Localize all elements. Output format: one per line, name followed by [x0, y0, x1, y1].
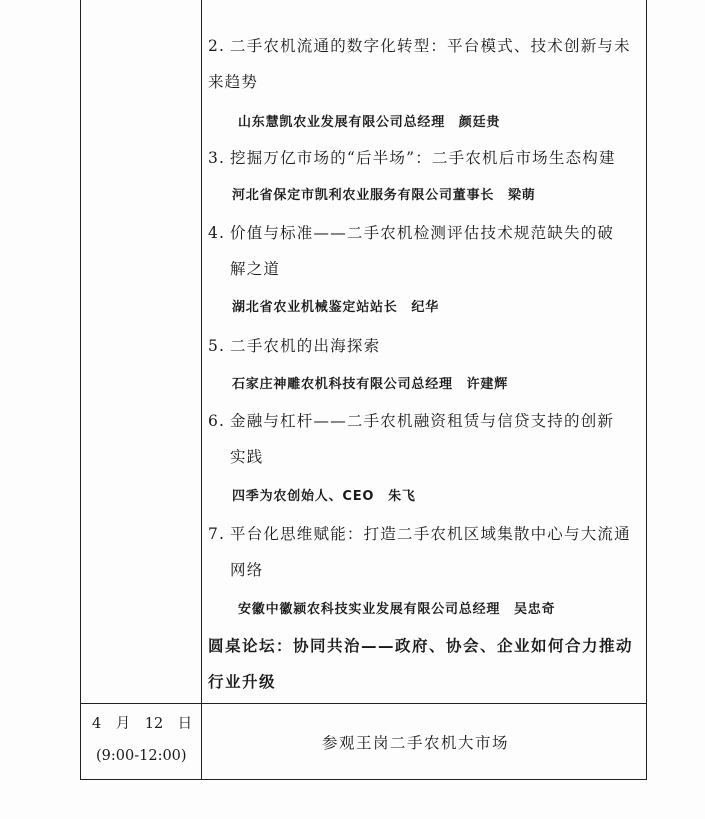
item-title-line2: 实践: [230, 448, 264, 466]
speaker-item-3: 河北省保定市凯利农业服务有限公司董事长 梁萌: [232, 188, 536, 203]
item-title-line2: 来趋势: [208, 73, 259, 91]
item-title-line1: 挖掘万亿市场的“后半场”：二手农机后市场生态构建: [230, 149, 616, 167]
item-number: 4.: [208, 224, 226, 242]
speaker-item-6: 四季为农创始人、CEO 朱飞: [232, 489, 416, 504]
agenda-item-5: [208, 328, 638, 364]
table-column-divider: [201, 0, 202, 779]
item-number: 6.: [208, 412, 226, 430]
agenda-item-7: [208, 516, 638, 588]
speaker-item-5: 石家庄神雕农机科技有限公司总经理 许建辉: [232, 377, 509, 392]
speaker-item-4: 湖北省农业机械鉴定站站长 纪华: [232, 300, 440, 315]
item-title-line2: 网络: [230, 561, 264, 579]
item-number: 2.: [208, 37, 226, 55]
speaker-item-7: 安徽中徽颍农科技实业发展有限公司总经理 吴忠奇: [238, 602, 556, 617]
roundtable-line1: 圆桌论坛：协同共治——政府、协会、企业如何合力推动: [208, 637, 634, 655]
table-right-border: [646, 0, 647, 779]
roundtable-line2: 行业升级: [208, 673, 277, 691]
table-bottom-border: [80, 779, 647, 780]
item-title-line2: 解之道: [230, 260, 281, 278]
agenda-item-3: [208, 140, 638, 176]
item-line: [208, 37, 631, 55]
item-title-line1: 二手农机流通的数字化转型：平台模式、技术创新与未: [230, 37, 631, 55]
item-number: 3.: [208, 149, 226, 167]
visit-activity: 参观王岗二手农机大市场: [322, 734, 510, 752]
item-number: 5.: [208, 337, 226, 355]
agenda-item-4: [208, 215, 638, 287]
visit-time: (9:00-12:00): [96, 748, 187, 764]
item-number: 7.: [208, 525, 226, 543]
item-title-line1: 平台化思维赋能：打造二手农机区域集散中心与大流通: [230, 525, 631, 543]
item-title-line1: 价值与标准——二手农机检测评估技术规范缺失的破: [230, 224, 615, 242]
agenda-item-2: [208, 28, 638, 100]
table-left-border: [80, 0, 81, 779]
agenda-item-6: [208, 403, 638, 475]
item-title-line1: 金融与杠杆——二手农机融资租赁与信贷支持的创新: [230, 412, 615, 430]
table-row-divider: [80, 703, 647, 704]
speaker-item-2: 山东慧凯农业发展有限公司总经理 颜廷贵: [238, 115, 501, 130]
visit-date: 4 月 12 日: [92, 716, 193, 732]
roundtable-forum: [208, 628, 638, 700]
item-title-line1: 二手农机的出海探索: [230, 337, 381, 355]
